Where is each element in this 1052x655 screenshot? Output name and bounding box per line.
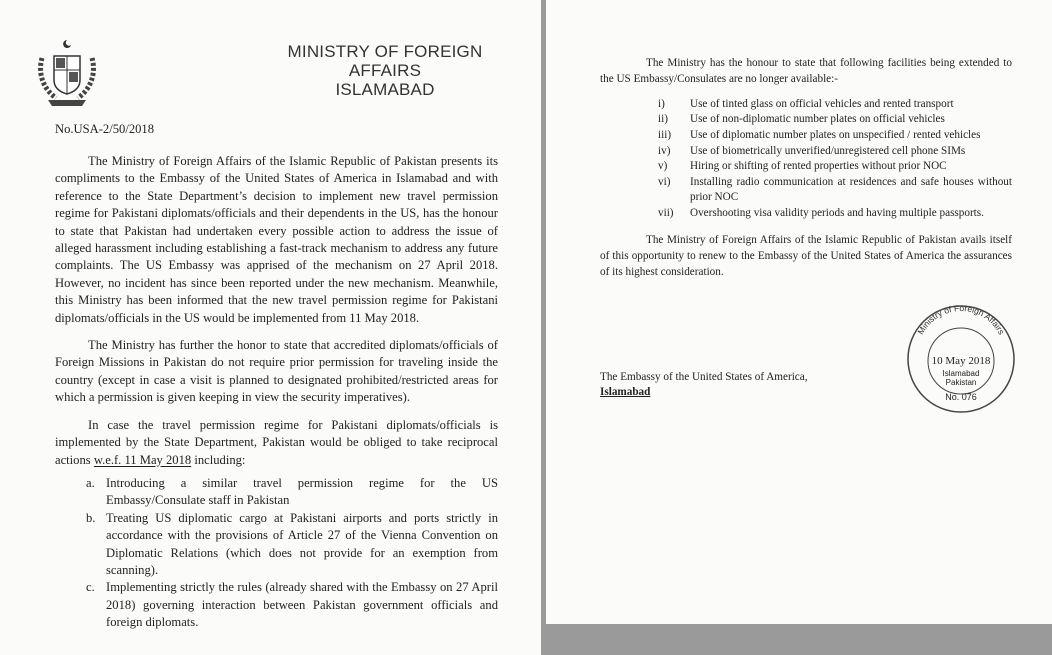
list-item (658, 128, 1012, 144)
list-text: Hiring or shifting of rented properties without prior NOC (690, 160, 947, 173)
list-marker: ii) (658, 113, 668, 126)
list-text: Use of diplomatic number plates on unspecified / rented vehicles (690, 129, 981, 141)
letter-body-right (600, 55, 1012, 281)
list-text: Use of non-diplomatic number plates on official vehicles (690, 113, 945, 126)
list-text: Implementing strictly the rules (already shared with the Embassy on 27 April 2018) governing interaction between Pakistan government officials and foreign diplomats. (106, 580, 498, 630)
list-text: Overshooting visa validity periods and having multiple passports. (690, 206, 984, 219)
list-marker: b. (86, 510, 96, 525)
stamp-ring-text: Ministry of Foreign Affairs (915, 304, 1007, 337)
closing-paragraph: The Ministry of Foreign Affairs of the Islamic Republic of Pakistan avails itself of this opportunity to renew to the Embassy of the United States of America the assurances of its highest consideration. (600, 233, 1012, 279)
effective-date: w.e.f. 11 May 2018 (93, 452, 192, 467)
list-item (86, 475, 498, 510)
list-marker: a. (86, 475, 95, 490)
letter-body-left (55, 153, 498, 632)
paragraph-1: The Ministry of Foreign Affairs of the Islamic Republic of Pakistan presents its compliments to the Embassy of the United States of America in Islamabad and with reference to the State Department’s decision to implement new travel permission regime for Pakistani diplomats/officials and their dependents in the US, has the honour to state that Pakistan had undertaken every possible action to address the issue of alleged harassment including establishing a fast-track mechanism to address any future complaints. The US Embassy was apprised of the mechanism on 27 April 2018. However, no incident has since been reported under the new mechanism. Meanwhile, this Ministry has been informed that the new travel permission regime for Pakistani diplomats/officials in the US would be implemented from 11 May 2018. (55, 154, 498, 325)
svg-text:Ministry of Foreign Affairs (915, 304, 1006, 336)
list-item (86, 579, 498, 631)
list-text: Introducing a similar travel permission regime for the US Embassy/Consulate staff in Pakistan (106, 475, 498, 508)
paragraph-3-text: In case the travel permission regime for Pakistani diplomats/officials is implemented by the State Department, Pakistan would be obliged to take reciprocal actions (55, 417, 498, 467)
paragraph-facilities-intro: The Ministry has the honour to state that following facilities being extended to the US Embassy/Consulates are no longer available:- (600, 57, 1012, 86)
list-marker: vii) (658, 206, 674, 219)
paragraph-2: The Ministry has further the honor to state that accredited diplomats/officials of Foreign Missions in Pakistan do not require prior permission for traveling inside the country (except in case a visit is planned to designated prohibited/restricted areas for which a permission is given keeping in view the security imperatives). (55, 338, 498, 405)
facilities-list (658, 97, 1012, 222)
list-marker: c. (86, 580, 95, 595)
list-item (658, 97, 1012, 113)
ministry-city: ISLAMABAD (335, 80, 435, 99)
addressee-block (600, 370, 808, 400)
list-item (658, 206, 1012, 222)
ministry-name: MINISTRY OF FOREIGN AFFAIRS (287, 42, 483, 80)
list-text: Use of tinted glass on official vehicles and rented transport (690, 97, 954, 110)
list-text: Treating US diplomatic cargo at Pakistani airports and ports strictly in accordance with the provisions of Article 27 of the Vienna Convention on Diplomatic Relations (which does not provide for an exemption from scanning). (106, 510, 498, 577)
list-item (658, 175, 1012, 206)
ministry-header (250, 42, 520, 99)
list-text: Installing radio communication at residences and safe houses without prior NOC (690, 175, 1012, 204)
list-item (658, 144, 1012, 160)
government-of-pakistan-emblem-icon (34, 38, 100, 112)
list-marker: v) (658, 160, 668, 173)
right-page (546, 0, 1052, 624)
addressee-city: Islamabad (600, 386, 651, 398)
reference-number: No.USA-2/50/2018 (55, 122, 155, 136)
list-item (86, 510, 498, 580)
paragraph-3 (55, 417, 498, 469)
list-item (658, 112, 1012, 128)
stamp-date: 10 May 2018 (931, 355, 991, 367)
list-item (658, 159, 1012, 175)
list-marker: iv) (658, 144, 671, 157)
list-marker: vi) (658, 175, 671, 188)
official-stamp (906, 304, 1016, 414)
list-text: Use of biometrically unverified/unregistered cell phone SIMs (690, 144, 966, 157)
list-marker: i) (658, 97, 665, 110)
stamp-center: Islamabad Pakistan (942, 369, 980, 387)
stamp-number: No. 076 (945, 392, 977, 402)
paragraph-3-end: including: (191, 452, 246, 467)
addressee: The Embassy of the United States of America, (600, 371, 808, 383)
reciprocal-actions-list (86, 475, 498, 632)
list-marker: iii) (658, 129, 672, 141)
